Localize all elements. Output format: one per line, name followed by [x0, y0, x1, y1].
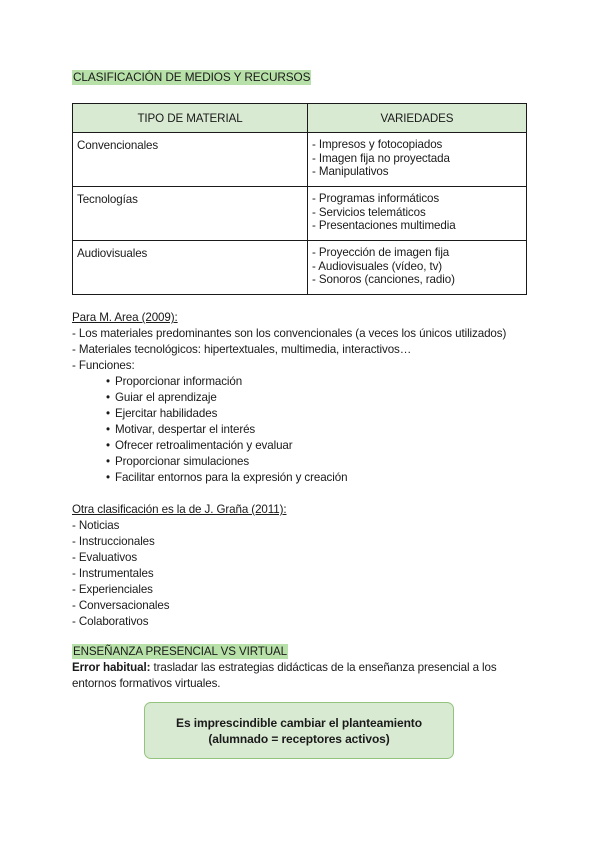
cell-varieties	[308, 133, 527, 187]
list-item: • Ejercitar habilidades	[106, 406, 528, 422]
error-habitual-paragraph	[72, 660, 528, 692]
materials-table	[72, 103, 527, 295]
table-row	[73, 133, 527, 187]
functions-list	[72, 374, 528, 486]
variety-item: - Presentaciones multimedia	[312, 219, 456, 232]
cell-type: Audiovisuales	[73, 241, 308, 295]
list-item: - Instruccionales	[72, 535, 155, 548]
area-line-materials: - Los materiales predominantes son los convencionales (a veces los únicos utilizados)	[72, 327, 507, 340]
table-row	[73, 241, 527, 295]
document-page	[72, 70, 528, 759]
callout-line-2: (alumnado = receptores activos)	[208, 731, 390, 746]
callout-box	[144, 702, 454, 759]
cell-type: Convencionales	[73, 133, 308, 187]
list-item: - Noticias	[72, 519, 120, 532]
area-line-funciones: - Funciones:	[72, 359, 135, 372]
error-text: trasladar las estrategias didácticas de la enseñanza presencial a los entornos formativos virtuales.	[72, 661, 497, 690]
grana-list	[72, 518, 528, 630]
variety-item: - Sonoros (canciones, radio)	[312, 273, 455, 286]
list-item: • Proporcionar simulaciones	[106, 454, 528, 470]
cell-varieties	[308, 241, 527, 295]
variety-item: - Audiovisuales (vídeo, tv)	[312, 259, 443, 273]
area-line-tecnologicos: - Materiales tecnológicos: hipertextuales, multimedia, interactivos…	[72, 343, 412, 356]
variety-item: - Imagen fija no proyectada	[312, 151, 450, 165]
list-item: - Colaborativos	[72, 615, 149, 628]
callout-line-1: Es imprescindible cambiar el planteamiento	[176, 715, 422, 730]
grana-heading: Otra clasificación es la de J. Graña (2011):	[72, 503, 287, 516]
cell-type: Tecnologías	[73, 187, 308, 241]
area-heading: Para M. Area (2009):	[72, 311, 178, 324]
cell-varieties	[308, 187, 527, 241]
list-item: • Motivar, despertar el interés	[106, 422, 528, 438]
table-row	[73, 187, 527, 241]
list-item: - Instrumentales	[72, 567, 154, 580]
list-item: • Ofrecer retroalimentación y evaluar	[106, 438, 528, 454]
variety-item: - Manipulativos	[312, 165, 389, 178]
list-item: - Experienciales	[72, 583, 153, 596]
header-variedades: VARIEDADES	[308, 104, 527, 133]
list-item: • Proporcionar información	[106, 374, 528, 390]
section-title-ensenanza: ENSEÑANZA PRESENCIAL VS VIRTUAL	[73, 645, 288, 658]
header-tipo: TIPO DE MATERIAL	[73, 104, 308, 133]
variety-item: - Impresos y fotocopiados	[312, 138, 443, 151]
error-label: Error habitual:	[72, 661, 151, 674]
list-item: - Evaluativos	[72, 551, 138, 564]
variety-item: - Servicios telemáticos	[312, 205, 426, 219]
list-item: • Guiar el aprendizaje	[106, 390, 528, 406]
list-item: • Facilitar entornos para la expresión y creación	[106, 470, 528, 486]
table-header-row	[73, 104, 527, 133]
list-item: - Conversacionales	[72, 599, 170, 612]
variety-item: - Programas informáticos	[312, 192, 440, 205]
variety-item: - Proyección de imagen fija	[312, 246, 450, 259]
section-title-clasificacion: CLASIFICACIÓN DE MEDIOS Y RECURSOS	[73, 70, 311, 84]
